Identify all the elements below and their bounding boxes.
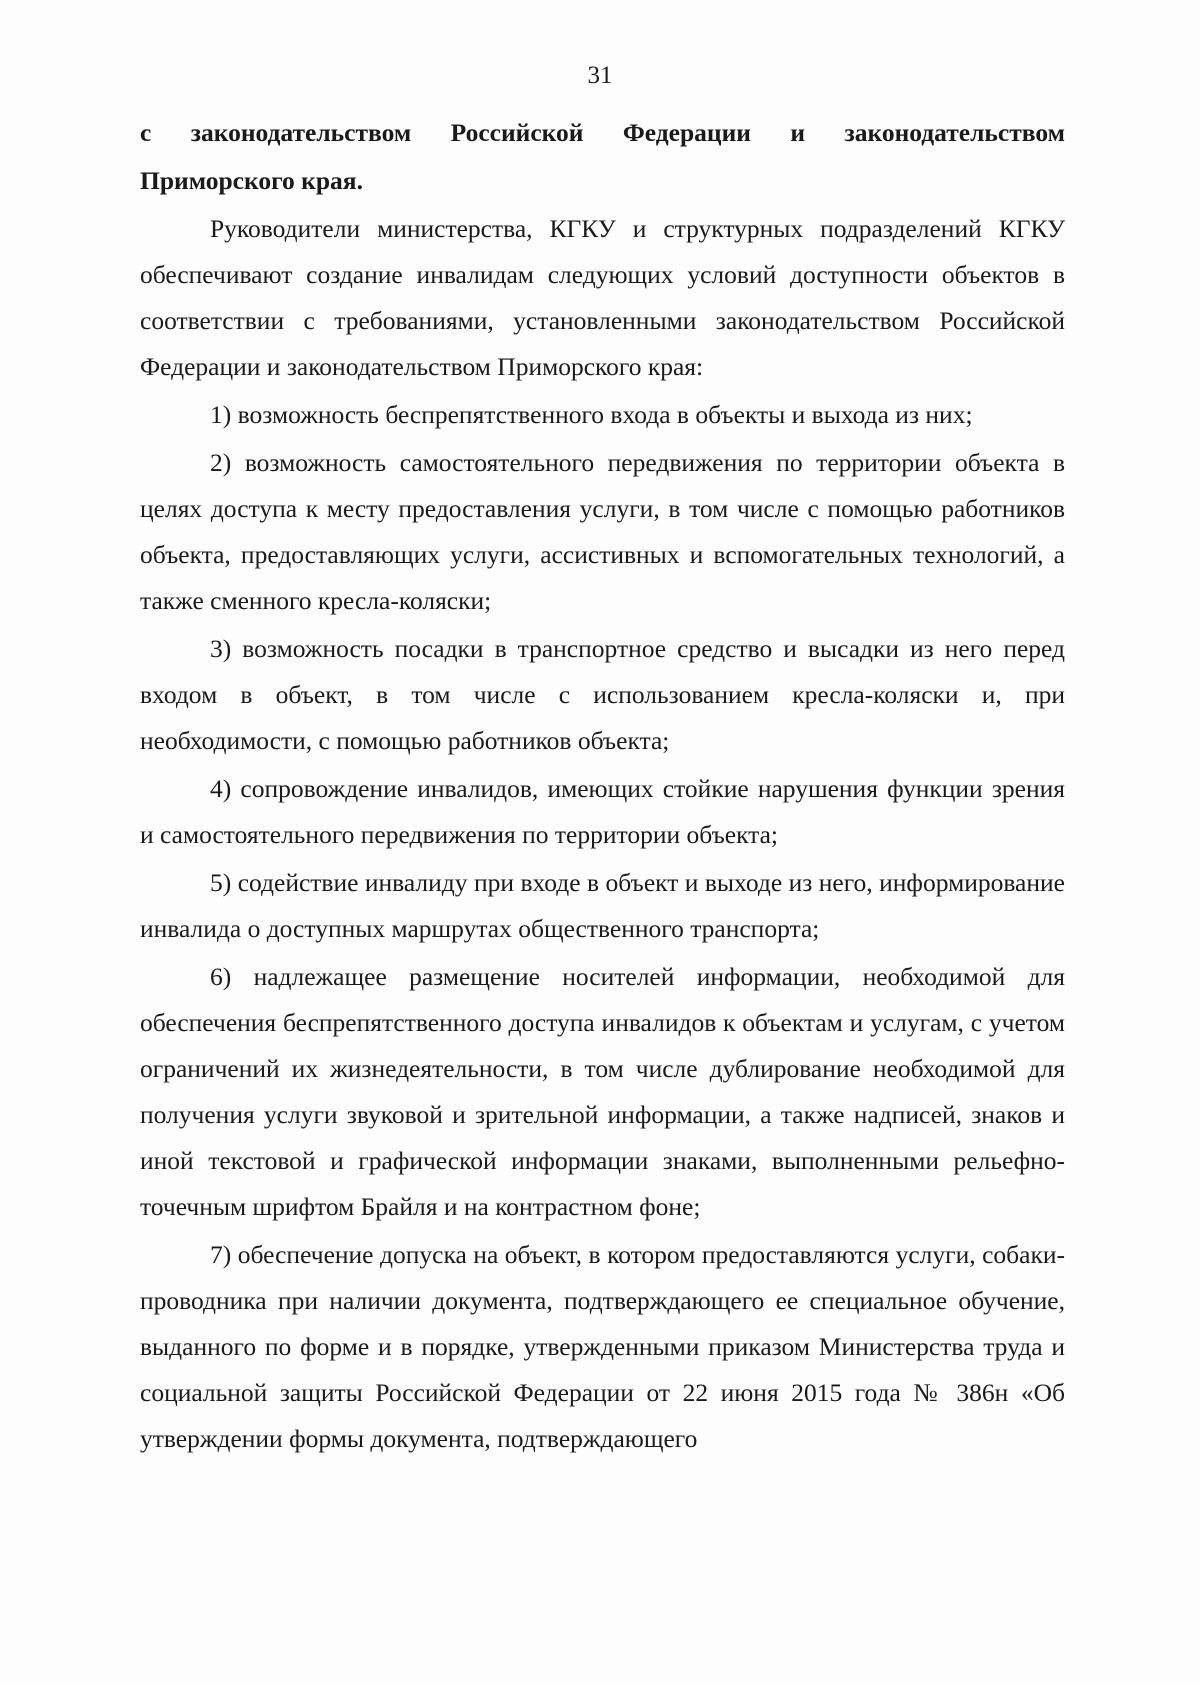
list-item-3: 3) возможность посадки в транспортное средство и высадки из него перед входом в объект, в том числе с использованием кресла-коляски и, при необходимости, с помощью работников объекта; [140,634,1065,755]
document-body [140,110,1065,1464]
list-item-7: 7) обеспечение допуска на объект, в котором предоставляются услуги, собаки-проводника при наличии документа, подтверждающего ее специальное обучение, выданного по форме и в порядке, утвержденными приказом Министерства труда и социальной защиты Российской Федерации от 22 июня 2015 года № 386н «Об утверждении формы документа, подтверждающего [140,1240,1065,1453]
list-item-5: 5) содействие инвалиду при входе в объект и выходе из него, информирование инвалида о доступных маршрутах общественного транспорта; [140,868,1065,943]
list-item-1: 1) возможность беспрепятственного входа в объекты и выхода из них; [210,400,973,429]
list-item-2: 2) возможность самостоятельного передвижения по территории объекта в целях доступа к месту предоставления услуги, в том числе с помощью работников объекта, предоставляющих услуги, ассистивных и вспомогательных технологий, а также сменного кресла-коляски; [140,448,1065,615]
list-item-4: 4) сопровождение инвалидов, имеющих стойкие нарушения функции зрения и самостоятельного передвижения по территории объекта; [140,774,1065,849]
page-number: 31 [587,62,613,89]
intro-bold-line-1: с законодательством Российской Федерации и законодательством [140,118,1065,147]
lead-paragraph: Руководители министерства, КГКУ и структурных подразделений КГКУ обеспечивают создание инвалидам следующих условий доступности объектов в соответствии с требованиями, установленными законодательством Российской Федерации и законодательством Приморского края: [140,214,1065,381]
intro-bold-line-2: Приморского края. [140,166,363,195]
list-item-6: 6) надлежащее размещение носителей информации, необходимой для обеспечения беспрепятственного доступа инвалидов к объектам и услугам, с учетом ограничений их жизнедеятельности, в том числе дублирование необходимой для получения услуги звуковой и зрительной информации, а также надписей, знаков и иной текстовой и графической информации знаками, выполненными рельефно-точечным шрифтом Брайля и на контрастном фоне; [140,962,1065,1221]
